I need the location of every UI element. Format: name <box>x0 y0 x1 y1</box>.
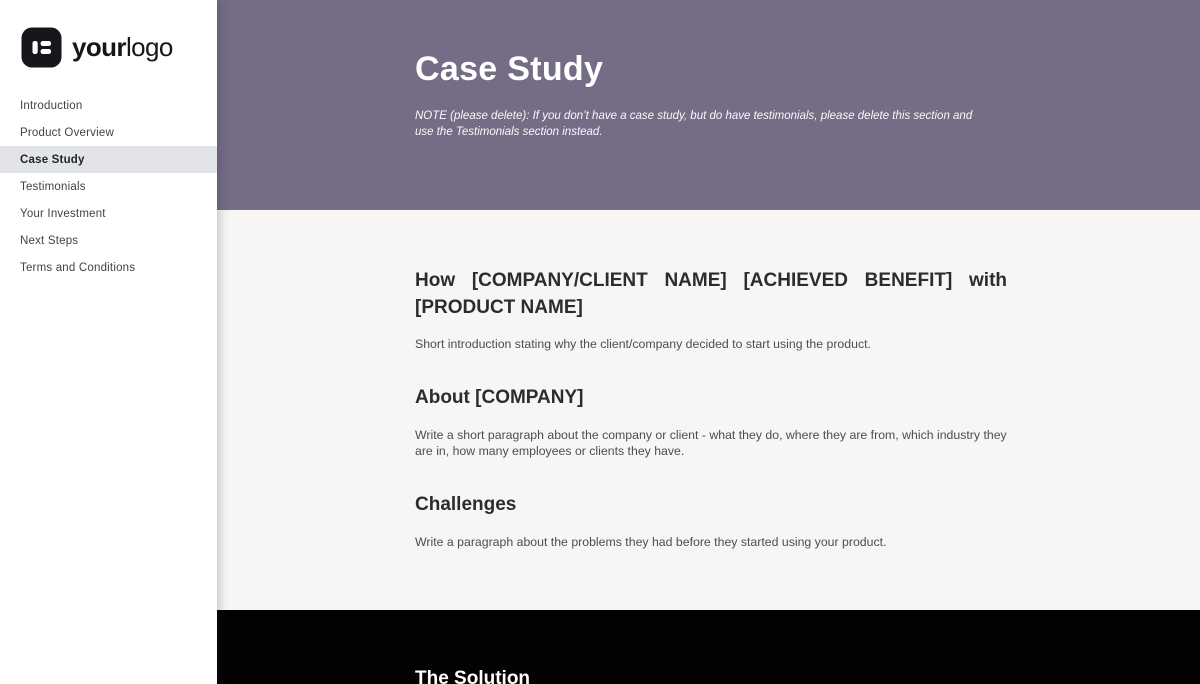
content-section <box>415 385 1007 459</box>
section-body-about: Write a short paragraph about the company or client - what they do, where they are from, which industry they are in, how many employees or clients they have. <box>415 428 1007 459</box>
logo-text-light: logo <box>125 32 173 62</box>
sidebar-item-next-steps[interactable]: Next Steps <box>20 234 79 247</box>
sidebar-item-terms-and-conditions[interactable]: Terms and Conditions <box>20 261 136 274</box>
sidebar-item-testimonials[interactable]: Testimonials <box>20 180 86 193</box>
sidebar-item-your-investment[interactable]: Your Investment <box>20 207 106 220</box>
content-section <box>415 268 1007 352</box>
logo-text-bold: your <box>72 32 126 62</box>
sidebar-item-case-study[interactable]: Case Study <box>0 146 217 173</box>
sidebar-item-introduction[interactable]: Introduction <box>20 99 83 112</box>
sidebar <box>0 0 217 684</box>
sidebar-item-product-overview[interactable]: Product Overview <box>20 126 114 139</box>
solution-heading: The Solution <box>415 668 531 684</box>
page-title: Case Study <box>415 50 604 88</box>
section-body-how: Short introduction stating why the client/company decided to start using the product. <box>415 337 871 352</box>
section-heading-about: About [COMPANY] <box>415 387 584 409</box>
section-header-banner <box>217 0 1200 210</box>
logo <box>0 0 217 68</box>
section-heading-how: How [COMPANY/CLIENT NAME] [ACHIEVED BENEFIT] with [PRODUCT NAME] <box>415 270 1007 318</box>
logo-text <box>72 32 173 63</box>
section-heading-challenges: Challenges <box>415 494 517 516</box>
section-body-challenges: Write a paragraph about the problems they had before they started using your product. <box>415 535 887 550</box>
content-section <box>415 492 1007 550</box>
document-preview <box>217 0 1200 684</box>
solution-section <box>217 610 1200 684</box>
logo-icon <box>21 27 62 68</box>
case-study-content <box>217 210 1200 610</box>
header-note: NOTE (please delete): If you don’t have a case study, but do have testimonials, please delete this section and use the Testimonials section instead. <box>415 110 973 139</box>
sidebar-nav <box>0 92 217 281</box>
